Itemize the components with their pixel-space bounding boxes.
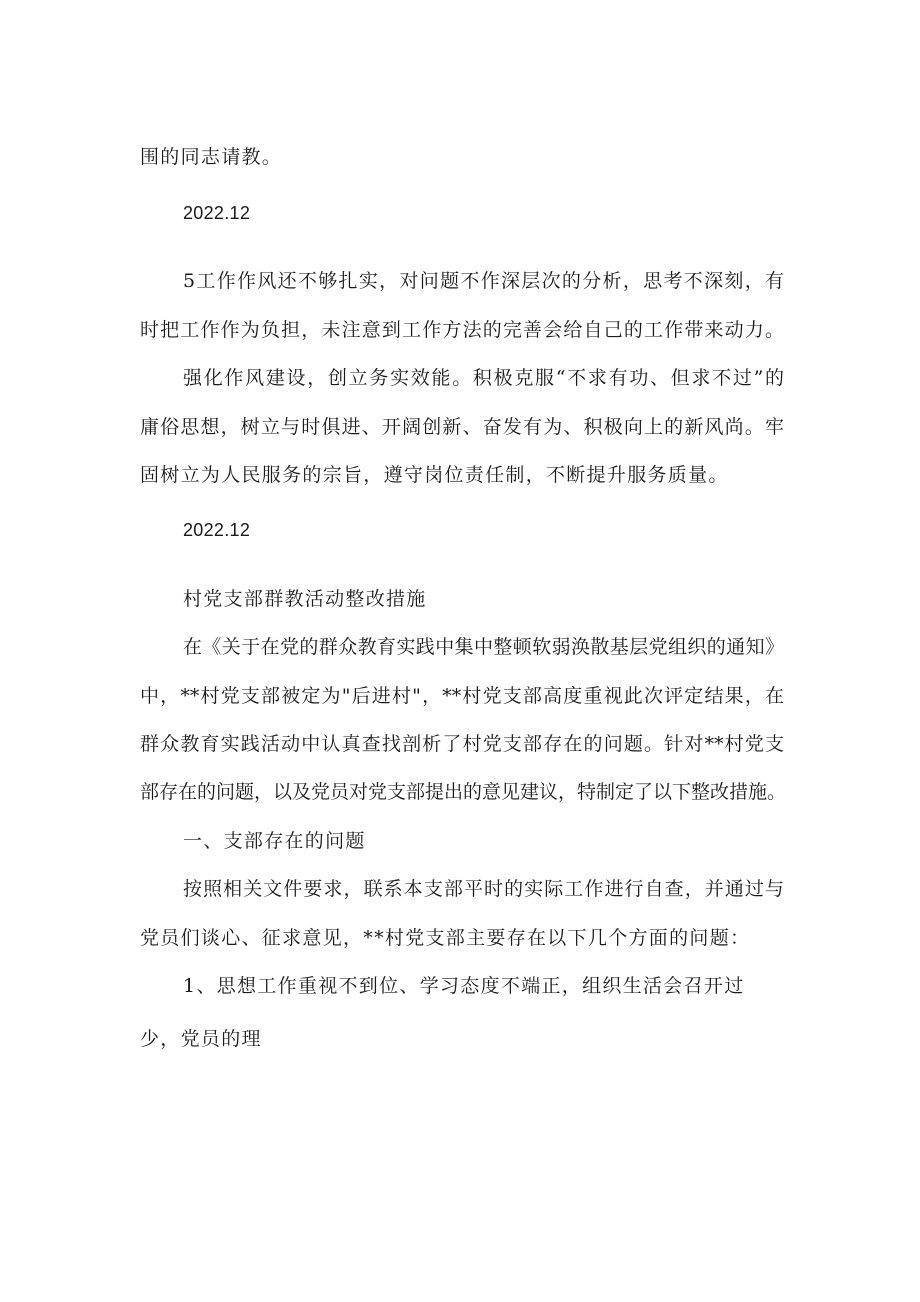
date-line: 2022.12 xyxy=(183,520,251,540)
text-line: 部存在的问题，以及党员对党支部提出的意见建议，特制定了以下整改措施。 xyxy=(140,781,787,803)
text-line: 党员们谈心、征求意见，**村党支部主要存在以下几个方面的问题： xyxy=(140,927,751,949)
text-line: 按照相关文件要求，联系本支部平时的实际工作进行自查，并通过与 xyxy=(183,878,784,900)
text-line: 群众教育实践活动中认真查找剖析了村党支部存在的问题。针对**村党支 xyxy=(140,733,784,755)
text-line: 固树立为人民服务的宗旨，遵守岗位责任制，不断提升服务质量。 xyxy=(140,464,729,486)
text-line: 时把工作作为负担，未注意到工作方法的完善会给自己的工作带来动力。 xyxy=(140,319,784,341)
section-title: 村党支部群教活动整改措施 xyxy=(183,588,427,610)
text-line: 1、思想工作重视不到位、学习态度不端正，组织生活会召开过 xyxy=(183,975,745,997)
date-line: 2022.12 xyxy=(183,203,251,223)
text-line: 5工作作风还不够扎实，对问题不作深层次的分析，思考不深刻，有 xyxy=(183,270,784,292)
text-line: 围的同志请教。 xyxy=(140,146,283,168)
text-line: 庸俗思想，树立与时俱进、开阔创新、奋发有为、积极向上的新风尚。牢 xyxy=(140,416,784,438)
text-line: 在《关于在党的群众教育实践中集中整顿软弱涣散基层党组织的通知》 xyxy=(183,636,784,658)
text-line: 强化作风建设，创立务实效能。积极克服“不求有功、但求不过”的 xyxy=(183,367,784,389)
text-line: 少，党员的理 xyxy=(140,1028,262,1050)
text-line: 中，**村党支部被定为"后进村"，**村党支部高度重视此次评定结果，在 xyxy=(140,685,784,707)
heading-line: 一、支部存在的问题 xyxy=(183,830,366,852)
